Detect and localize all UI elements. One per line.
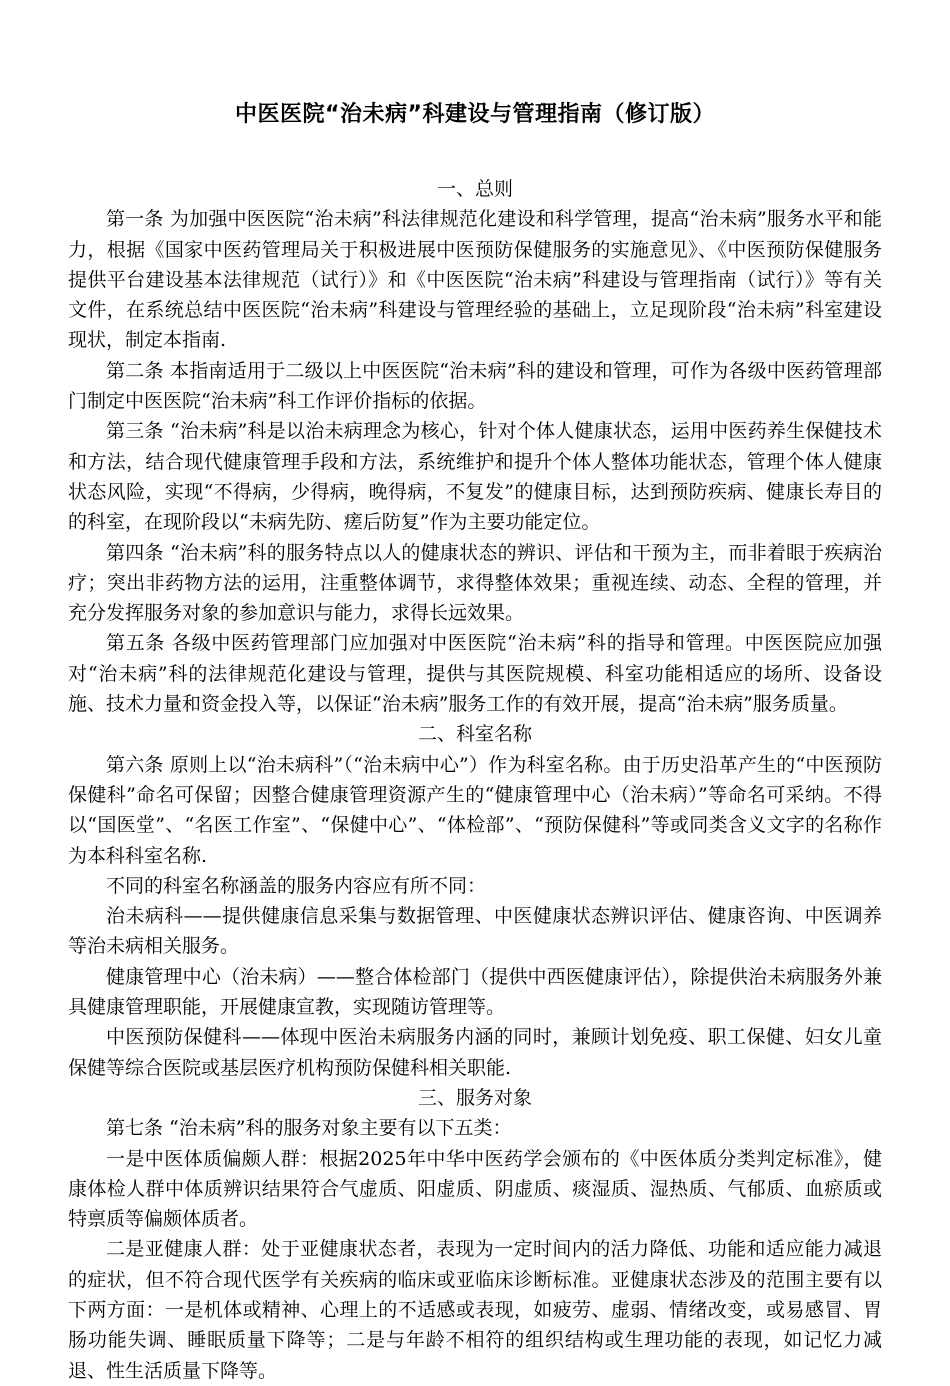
- paragraph: 第四条 “治未病”科的服务特点以人的健康状态的辨识、评估和干预为主，而非着眼于疾病治疗；突出非药物方法的运用，注重整体调节，求得整体效果；重视连续、动态、全程的管理，并充分发挥服务对象的参加意识与能力，求得长远效果。: [68, 541, 882, 625]
- section-heading: 一、总则: [436, 178, 513, 200]
- paragraph: 第三条 “治未病”科是以治未病理念为核心，针对个体人健康状态，运用中医药养生保健技术和方法，结合现代健康管理手段和方法，系统维护和提升个体人整体功能状态，管理个体人健康状态风险，实现“不得病，少得病，晚得病，不复发”的健康目标，达到预防疾病、健康长寿目的的科室，在现阶段以“未病先防、瘥后防复”作为主要功能定位。: [68, 420, 882, 534]
- paragraph: 治未病科——提供健康信息采集与数据管理、中医健康状态辨识评估、健康咨询、中医调养等治未病相关服务。: [68, 905, 882, 958]
- paragraph: 第五条 各级中医药管理部门应加强对中医医院“治未病”科的指导和管理。中医医院应加强对“治未病”科的法律规范化建设与管理，提供与其医院规模、科室功能相适应的场所、设备设施、技术力量和资金投入等，以保证“治未病”服务工作的有效开展，提高“治未病”服务质量。: [68, 632, 882, 716]
- paragraph: 第一条 为加强中医医院“治未病”科法律规范化建设和科学管理，提高“治未病”服务水平和能力，根据《国家中医药管理局关于积极进展中医预防保健服务的实施意见》、《中医预防保健服务提供平台建设基本法律规范（试行）》和《中医医院“治未病”科建设与管理指南（试行）》等有关文件，在系统总结中医医院“治未病”科建设与管理经验的基础上，立足现阶段“治未病”科室建设现状，制定本指南.: [68, 208, 882, 352]
- section-heading: 三、服务对象: [417, 1086, 532, 1109]
- document-title: 中医医院“治未病”科建设与管理指南（修订版）: [235, 102, 715, 127]
- paragraph: 第七条 “治未病”科的服务对象主要有以下五类：: [106, 1117, 512, 1140]
- paragraph: 一是中医体质偏颇人群：根据2025年中华中医药学会颁布的《中医体质分类判定标准》，健康体检人群中体质辨识结果符合气虚质、阳虚质、阴虚质、痰湿质、湿热质、气郁质、血瘀质或特禀质等偏颇体质者。: [68, 1147, 882, 1231]
- paragraph: 健康管理中心（治未病）——整合体检部门（提供中西医健康评估），除提供治未病服务外兼具健康管理职能，开展健康宣教，实现随访管理等。: [68, 965, 882, 1019]
- section-heading: 二、科室名称: [417, 723, 532, 746]
- paragraph: 中医预防保健科——体现中医治未病服务内涵的同时，兼顾计划免疫、职工保健、妇女儿童保健等综合医院或基层医疗机构预防保健科相关职能.: [68, 1026, 882, 1079]
- paragraph: 二是亚健康人群：处于亚健康状态者，表现为一定时间内的活力降低、功能和适应能力减退的症状，但不符合现代医学有关疾病的临床或亚临床诊断标准。亚健康状态涉及的范围主要有以下两方面：一是机体或精神、心理上的不适感或表现，如疲劳、虚弱、情绪改变，或易感冒、胃肠功能失调、睡眠质量下降等；二是与年龄不相符的组织结构或生理功能的表现，如记忆力减退、性生活质量下降等。: [68, 1238, 882, 1382]
- paragraph: 第二条 本指南适用于二级以上中医医院“治未病”科的建设和管理，可作为各级中医药管理部门制定中医医院“治未病”科工作评价指标的依据。: [68, 359, 882, 413]
- paragraph: 第六条 原则上以“治未病科”（“治未病中心”）作为科室名称。由于历史沿革产生的“中医预防保健科”命名可保留；因整合健康管理资源产生的“健康管理中心（治未病）”等命名可采纳。不得以“国医堂”、“名医工作室”、“保健中心”、“体检部”、“预防保健科”等或同类含义文字的名称作为本科科室名称.: [68, 753, 882, 867]
- paragraph: 不同的科室名称涵盖的服务内容应有所不同：: [106, 874, 487, 897]
